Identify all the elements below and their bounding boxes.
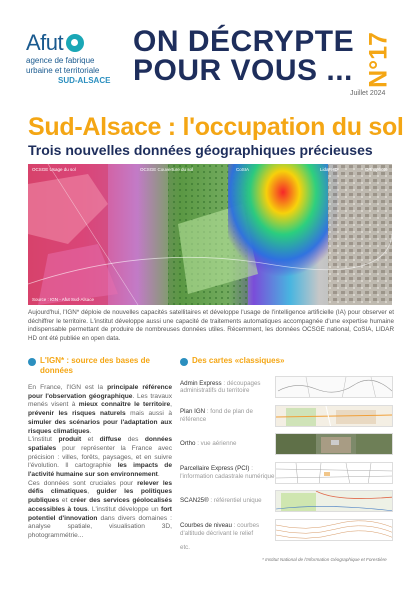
map-label-lidar: Lidar HD — [320, 167, 338, 172]
logo-line1: agence de fabrique — [26, 56, 95, 65]
logo[interactable] — [26, 30, 126, 86]
ign-paragraph: En France, l'IGN est la principale référence pour l'observation géographique. Les travaux menés visent à mieux connaître le territoire, prévenir les risques naturels mais aussi à simuler des scénarios pour l'adaptation aux risques climatiques. L'institut produit et diffuse des données spatiales pour représenter la France avec précision : villes, forêts, paysages, et en suivre l'évolution. Il cartographie les impacts de l'activité humaine sur son environnement. Ces données sont cruciales pour relever les défis climatiques, guider les politiques publiques et créer des services géolocalisés accessibles à tous. L'institut développe un fort potentiel d'innovation dans divers domaines : analyse spatiale, visualisation 3D, photogrammétrie... — [28, 384, 173, 539]
list-item — [180, 490, 394, 512]
map-source: Source : IGN - Afut Sud-Alsace — [32, 297, 95, 302]
map-label-orthophoto: Orthophoto — [365, 167, 388, 172]
map-item-desc: : référentiel unique — [208, 497, 262, 505]
classic-maps-title: Des cartes «classiques» — [192, 356, 285, 365]
logo-line3: SUD-ALSACE — [58, 76, 111, 85]
map-label-cosia: CoSIA — [236, 167, 250, 172]
list-item — [180, 376, 394, 398]
logo-name: Afut — [26, 30, 64, 55]
map-item-name: Ortho — [180, 440, 196, 448]
footnote: * Institut National de l'Information Géographique et Forestière — [262, 557, 387, 562]
map-item-desc: : l'information cadastrale numérique — [180, 465, 275, 480]
map-label-ocsge-couverture: OCSGE Couverture du sol — [140, 167, 194, 172]
map-item-name: Admin Express — [180, 379, 222, 387]
map-item-desc: : courbes d'altitude décrivant le relief — [180, 522, 260, 537]
title-line2: POUR VOUS ... — [133, 54, 353, 87]
issue-number — [364, 24, 394, 96]
bullet-icon — [28, 358, 36, 366]
plan-ign-thumbnail — [275, 405, 393, 427]
scan25-thumbnail — [275, 490, 393, 512]
ortho-thumbnail — [275, 433, 393, 455]
list-item — [180, 405, 394, 427]
map-label-ocsge-usage: OCSGE Usage du sol — [32, 167, 76, 172]
ign-section — [28, 356, 172, 541]
bullet-icon — [180, 358, 188, 366]
article-title: Sud-Alsace : l'occupation du sol — [28, 113, 404, 141]
issue-label: N°17 — [364, 32, 393, 88]
map-item-name: Parcellaire Express (PCI) — [180, 465, 250, 472]
land-use-map — [28, 164, 392, 305]
list-item — [180, 433, 394, 455]
list-item — [180, 462, 394, 484]
logo-line2: urbaine et territoriale — [26, 66, 100, 75]
map-image — [28, 164, 392, 305]
list-item — [180, 519, 394, 541]
map-item-desc: : fond de plan de référence — [180, 408, 253, 423]
contour-lines-thumbnail — [275, 519, 393, 541]
logo-mark-icon — [66, 34, 84, 52]
etc-label: etc. — [180, 544, 190, 551]
intro-paragraph: Aujourd'hui, l'IGN* déploie de nouvelles capacités satellitaires et développe l'usage de l'intelligence artificielle (IA) pour observer et déchiffrer le territoire. L'institut développe aussi une capacité de traitements automatiques accompagnée d'une expertise humaine indispensable permettant de produire de nombreuses données utiles. Récemment, les données OCSGE national, CoSIA, LIDAR HD ont été publiée en open data. — [28, 309, 394, 342]
map-item-name: SCAN25® — [180, 497, 209, 505]
map-item-desc: : vue aérienne — [195, 440, 237, 448]
parcellaire-thumbnail — [275, 462, 393, 484]
classic-maps-list — [180, 376, 394, 541]
classic-maps-section — [180, 356, 394, 551]
map-item-name: Courbes de niveau — [180, 522, 232, 529]
publication-date: Juillet 2024 — [350, 90, 386, 97]
admin-express-thumbnail — [275, 376, 393, 398]
newsletter-title — [133, 27, 354, 85]
map-item-desc: : découpages administratifs du territoire — [180, 379, 261, 394]
header — [0, 0, 420, 110]
title-line1: ON DÉCRYPTE — [133, 25, 355, 58]
article-subtitle: Trois nouvelles données géographiques précieuses — [28, 142, 373, 158]
ign-section-title: L'IGN* : source des bases de données — [40, 356, 150, 375]
map-item-name: Plan IGN — [180, 408, 206, 415]
